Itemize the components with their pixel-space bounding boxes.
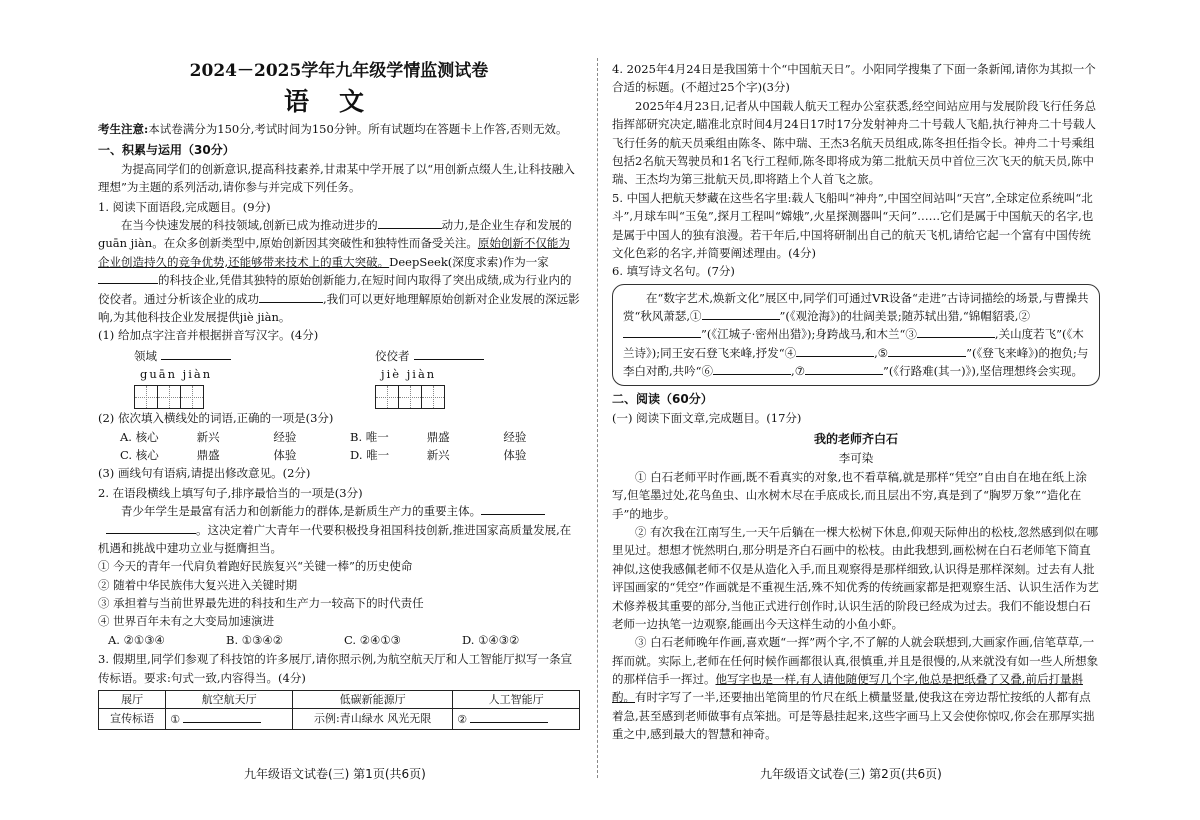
q6-segment: ”(《观沧海》)的壮阔美景;随苏轼出猎,“锦帽貂裘,②	[779, 309, 1030, 324]
q3-slogan-table	[98, 690, 580, 730]
char-cell	[375, 385, 399, 409]
q1-stem: 1. 阅读下面语段,完成题目。(9分)	[98, 199, 271, 214]
footer-left: 九年级语文试卷(三) 第1页(共6页)	[244, 767, 426, 781]
pinyin-text-left: guān jiàn	[140, 366, 213, 381]
table-header-cell: 展厅	[99, 691, 166, 709]
char-cell	[180, 385, 204, 409]
table-header-cell: 低碳新能源厅	[293, 691, 453, 709]
q1-passage-e: 的科技企业,凭借其独特的原始创新能力,在短时间内取得了突出成绩,成为行业内的佼佼者。通过分析该企业的成功	[98, 273, 572, 306]
q2-passage-a: 青少年学生是最富有活力和创新能力的群体,是新质生产力的重要主体。	[121, 504, 482, 519]
q2-stem: 2. 在语段横线上填写句子,排序最恰当的一项是(3分)	[98, 485, 363, 500]
q6-segment: 在“数字艺术,焕新文化”展区中,同学们可通过VR设备“走进”古诗词描绘的场景,	[646, 290, 1043, 305]
article-paragraph-1: ① 白石老师平时作画,既不看真实的对象,也不看草稿,就是那样“凭空”自由自在地在纸上涂写,但笔墨过处,花鸟鱼虫、山水树木尽在手底成长,而且层出不穷,真是到了“胸罗万象”“造化在手”的地步。	[612, 469, 1087, 521]
q2-item: ② 随着中华民族伟大复兴进入关键时期	[98, 577, 298, 592]
option-text: 鼎盛	[426, 429, 450, 444]
exam-title: 2024－2025学年九年级学情监测试卷	[189, 61, 489, 81]
option-text: C. 核心	[120, 447, 159, 462]
article-author: 李可染	[838, 451, 874, 466]
q4-stem: 4. 2025年4月24日是我国第十个“中国航天日”。小阳同学搜集了下面一条新闻,请你为其拟一个合适的标题。(不超过25个字)(3分)	[612, 62, 1096, 95]
notice-label: 考生注意:	[98, 122, 149, 137]
para3-underlined: 他写字也是一样,有人请他随便写几个字,他总是把纸叠了又叠,前后打量斟酌。	[612, 672, 1083, 705]
q1-option-row-1	[98, 428, 580, 446]
pinyin-answer-line-right	[414, 347, 484, 360]
option-text: B. ①③④②	[226, 632, 284, 647]
pinyin-text-right: jiè jiàn	[381, 366, 437, 381]
char-grid-right	[375, 385, 580, 409]
q5-text: 5. 中国人把航天梦藏在这些名字里:载人飞船叫“神舟”,中国空间站叫“天宫”,全球定位系统叫“北斗”,月球车叫“玉兔”,探月工程叫“嫦娥”,火星探测器叫“天问”……它们是属于中国航天的名字,也是属于中国人的独有浪漫。若干年后,中国将研制出自己的航天飞机,请给它起一个富有中国传统文化色彩的名字,并简要阐述理由。(4分)	[612, 190, 1094, 260]
poem-blank	[917, 325, 995, 338]
footer-right: 九年级语文试卷(三) 第2页(共6页)	[760, 767, 942, 781]
table-cell	[453, 709, 580, 729]
q2-item: ④ 世界百年未有之大变局加速演进	[98, 614, 275, 629]
para3-text: 有时字写了一半,还要抽出笔筒里的竹尺在纸上横量竖量,使我这在旁边帮忙按纸的人都有点着急,甚至感到老师做事有点笨拙。可是等悬挂起来,这些字画马上又会使你惊叹,你会在那厚实拙重之中,感到最大的智慧和神奇。	[612, 690, 1095, 742]
pinyin-block-left	[98, 347, 339, 409]
poem-blank	[713, 362, 791, 375]
q6-poetry-box	[612, 284, 1100, 386]
reading-intro: (一) 阅读下面文章,完成题目。(17分)	[612, 410, 802, 425]
table-header-cell: 人工智能厅	[453, 691, 580, 709]
q1-underlined-sentence: 原始创新不仅能为企业创造持久的竞争优势,还能够带来技术上的重大突破。	[98, 236, 570, 269]
q1-blank-3	[259, 290, 323, 303]
q1-blank-2	[98, 271, 158, 284]
subject-title: 语文	[283, 86, 394, 116]
poem-blank	[805, 362, 883, 375]
table-header-cell: 航空航天厅	[166, 691, 293, 709]
char-cell	[134, 385, 158, 409]
right-column	[612, 60, 1100, 744]
table-cell: 宣传标语	[99, 709, 166, 729]
poem-blank	[702, 307, 780, 320]
left-column	[98, 60, 580, 730]
q2-item: ① 今天的青年一代肩负着跑好民族复兴“关键一棒”的历史使命	[98, 559, 413, 574]
char-cell	[421, 385, 445, 409]
table-cell-mark: ②	[457, 713, 468, 727]
option-text: 新兴	[196, 429, 220, 444]
option-text: 鼎盛	[196, 447, 220, 462]
q6-segment: ,⑦	[791, 364, 806, 379]
article-paragraph-2: ② 有次我在江南写生,一天午后躺在一棵大松树下休息,仰观天际伸出的松枝,忽然感到似在哪里见过。想想才恍然明白,那分明是齐白石画中的松枝。由此我想到,画松树在白石老师笔下简直神似,这使我感佩老师不仅是从造化入手,而且观察得是那样细致,认识得是那样深刻。过去有人批评国画家的“凭空”作画就是不重视生活,殊不知优秀的传统画家都是把观察生活、认识生活作为艺术修养极其重要的部分,当他正式进行创作时,认识生活的阶段已经成为过去。我们不能设想白石老师一边执笔一边观察,能画出今天这样生动的小鱼小虾。	[612, 524, 1099, 631]
option-text: 经验	[503, 429, 527, 444]
q1-passage-f: ,我们可以更好地理解原始创新对企业发展的深远影响,为其他科技企业发展提供jiè jiàn。	[98, 291, 580, 324]
option-text: D. ①④③②	[462, 632, 520, 647]
q1-option-row-2	[98, 446, 580, 464]
section2-title: 二、阅读（60分）	[612, 391, 713, 406]
pinyin-section	[98, 347, 580, 409]
q1-sub2: (2) 依次填入横线处的词语,正确的一项是(3分)	[98, 411, 334, 426]
q2-blank	[481, 502, 545, 515]
q1-passage-d: DeepSeek(深度求索)作为一家	[389, 254, 549, 269]
option-text: B. 唯一	[350, 429, 389, 444]
q1-passage-a: 在当今快速发展的科技领域,创新已成为推动进步的	[121, 218, 378, 233]
q6-segment: ,⑤	[874, 345, 889, 360]
para3-text: ③ 白石老师晚年作画,喜欢题“一挥”两个字,不了解的人就会联想到,大画家作画,信笔草草,一挥而就。实际上,老师在任何时候作画都很认真,很慎重,并且是很慢的,从来就没有如一些人所想象的那样信手一挥过。	[612, 635, 1099, 687]
q6-text	[623, 289, 1089, 381]
q2-passage-b: 。这决定着广大青年一代要积极投身祖国科技创新,推进国家高质量发展,在机遇和挑战中建功立业与挺膺担当。	[98, 522, 572, 555]
pinyin-label-right: 佼佼者	[375, 348, 410, 363]
option-text: 经验	[273, 429, 297, 444]
option-text: C. ②④①③	[344, 632, 401, 647]
q6-segment: 与曹操共赏“秋风萧瑟,①	[623, 290, 1089, 324]
q1-passage-b: 动力,是企业生存和发展的guān jiàn。在众多创新类型中,原始创新因其突破性和独特性而备受关注。	[98, 218, 572, 251]
q3-stem: 3. 假期里,同学们参观了科技馆的许多展厅,请你照示例,为航空航天厅和人工智能厅拟写一条宣传标语。要求:句式一致,内容得当。(4分)	[98, 652, 573, 685]
option-text: 新兴	[426, 447, 450, 462]
option-text: 体验	[503, 447, 527, 462]
q2-passage	[98, 502, 580, 557]
answer-line	[470, 710, 548, 723]
q1-blank-1	[378, 216, 442, 229]
option-text: 体验	[273, 447, 297, 462]
q1-passage	[98, 216, 580, 326]
table-row	[99, 709, 580, 729]
q6-stem: 6. 填写诗文名句。(7分)	[612, 264, 735, 279]
table-header-row	[99, 691, 580, 709]
exam-notice	[98, 120, 580, 138]
column-divider	[597, 58, 598, 778]
q6-segment: ”(《江城子·密州出猎》);身跨战马,和木兰“③	[701, 327, 917, 342]
char-cell	[398, 385, 422, 409]
table-cell	[166, 709, 293, 729]
article-paragraph-3	[612, 633, 1100, 743]
section1-title: 一、积累与运用（30分）	[98, 142, 235, 157]
q2-item: ③ 承担着与当前世界最先进的科技和生产力一较高下的时代责任	[98, 596, 424, 611]
q6-segment: ,关山度若飞”(《木兰诗》);同王安石登飞来峰,抒发“④	[623, 327, 1084, 360]
poem-blank	[888, 344, 966, 357]
activity-intro: 为提高同学们的创新意识,提高科技素养,甘肃某中学开展了以“用创新点缀人生,让科技融入理想”为主题的系列活动,请你参与并完成下列任务。	[98, 161, 575, 195]
table-cell: 示例:青山绿水 风光无限	[293, 709, 453, 729]
q1-sub1: (1) 给加点字注音并根据拼音写汉字。(4分)	[98, 328, 319, 343]
q6-segment: ”(《行路难(其一)》),坚信理想终会实现。	[883, 364, 1083, 379]
char-cell	[157, 385, 181, 409]
pinyin-block-right	[339, 347, 580, 409]
q4-news: 2025年4月23日,记者从中国载人航天工程办公室获悉,经空间站应用与发展阶段飞行任务总指挥部研究决定,瞄准北京时间4月24日17时17分发射神舟二十号载人飞船,执行神舟二十号载人飞行任务的航天员乘组由陈冬、陈中瑞、王杰3名航天员组成,陈冬担任指令长。神舟二十号乘组包括2名航天驾驶员和1名飞行工程师,陈冬即将成为第二批航天员中首位三次飞天的航天员,陈中瑞、王杰均为第三批航天员,即将踏上个人首飞之旅。	[612, 98, 1097, 187]
option-text: D. 唯一	[350, 447, 390, 462]
q2-options	[98, 631, 580, 649]
answer-line	[183, 710, 261, 723]
pinyin-label-left: 领域	[134, 348, 157, 363]
char-grid-left	[134, 385, 339, 409]
article-title: 我的老师齐白石	[813, 432, 898, 447]
option-text: A. 核心	[120, 429, 159, 444]
option-text: A. ②①③④	[108, 632, 165, 647]
table-cell-mark: ①	[170, 713, 181, 727]
q1-sub3: (3) 画线句有语病,请提出修改意见。(2分)	[98, 466, 311, 481]
notice-text: 本试卷满分为150分,考试时间为150分钟。所有试题均在答题卡上作答,否则无效。	[148, 122, 568, 137]
pinyin-answer-line-left	[161, 347, 231, 360]
q6-segment: ”(《登飞来峰》)的抱负;与李白对酌,共吟“⑥	[623, 345, 1089, 379]
poem-blank	[796, 344, 874, 357]
poem-blank	[623, 325, 701, 338]
q2-blank	[106, 521, 196, 534]
